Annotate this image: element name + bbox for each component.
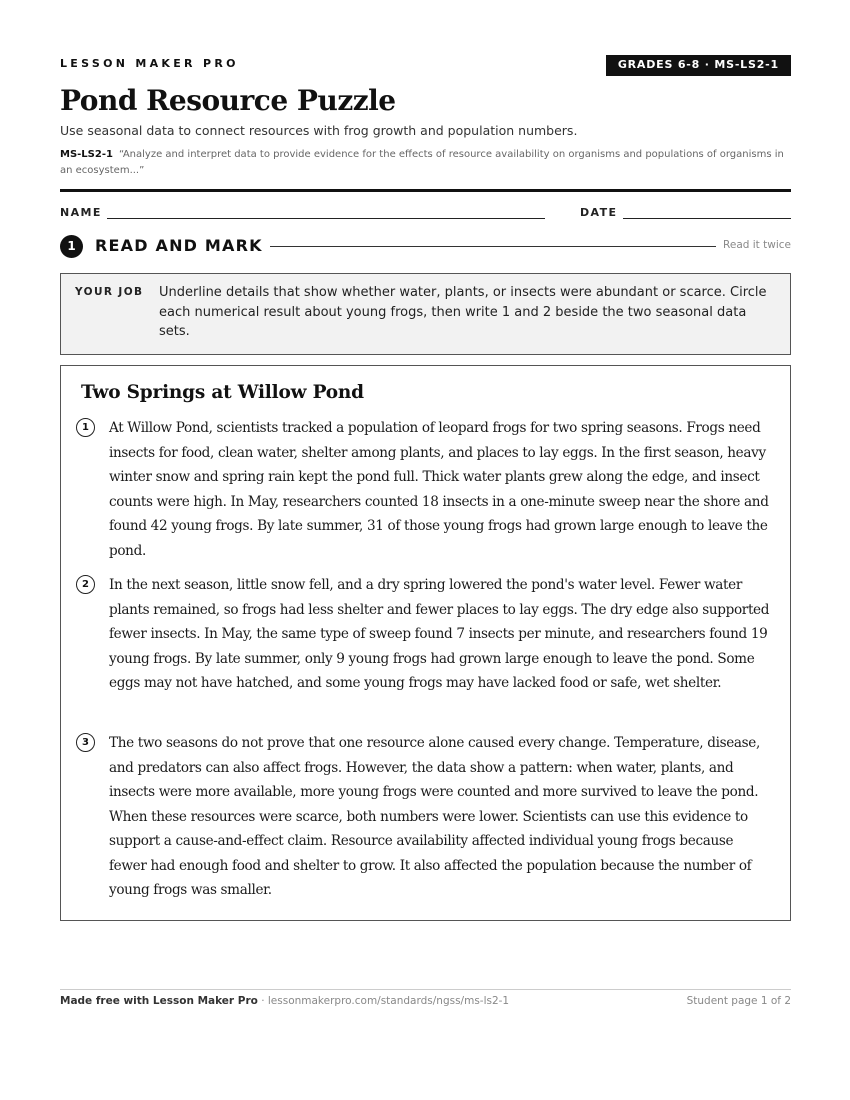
passage-box	[60, 365, 791, 921]
standard-line	[60, 147, 791, 178]
passage-title: Two Springs at Willow Pond	[81, 382, 364, 403]
section-title: READ AND MARK	[95, 236, 263, 255]
footer-url: · lessonmakerpro.com/standards/ngss/ms-ls2-1	[257, 995, 510, 1007]
paragraph-text: At Willow Pond, scientists tracked a population of leopard frogs for two spring seasons. Frogs need insects for food, clean water, shelter among plants, and places to lay eggs. In the first season, heavy winter snow and spring rain kept the pond full. Thick water plants grew along the edge, and insect counts were high. In May, researchers counted 18 insects in a one-minute sweep near the shore and found 42 young frogs. By late summer, 31 of those young frogs had grown large enough to leave the pond.	[109, 420, 769, 559]
job-box	[60, 273, 791, 355]
paragraph-number: 3	[76, 733, 95, 752]
page-subtitle: Use seasonal data to connect resources with frog growth and population numbers.	[60, 123, 578, 138]
page-title: Pond Resource Puzzle	[60, 84, 396, 117]
brand-name: LESSON MAKER PRO	[60, 57, 239, 70]
job-label: YOUR JOB	[75, 286, 144, 298]
section-number: 1	[60, 235, 83, 258]
grade-badge: GRADES 6-8 · MS-LS2-1	[606, 55, 791, 76]
standard-code: MS-LS2-1	[60, 149, 113, 160]
paragraph-number: 1	[76, 418, 95, 437]
name-field[interactable]	[107, 218, 545, 219]
section-hint: Read it twice	[723, 239, 791, 251]
date-field[interactable]	[623, 218, 791, 219]
section-divider	[270, 246, 716, 247]
footer-credit	[60, 995, 509, 1007]
paragraph-number: 2	[76, 575, 95, 594]
standard-quote: “Analyze and interpret data to provide evidence for the effects of resource availability on organisms and populations of organisms in an ecosystem...”	[60, 149, 784, 176]
paragraph-text: In the next season, little snow fell, and a dry spring lowered the pond's water level. Fewer water plants remained, so frogs had less shelter and fewer places to lay eggs. The dry edge also supported fewer insects. In May, the same type of sweep found 7 insects per minute, and researchers found 19 young frogs. By late summer, only 9 young frogs had grown large enough to leave the pond. Some eggs may not have hatched, and some young frogs may have lacked food or safe, wet shelter.	[109, 577, 770, 691]
footer-made-with: Made free with Lesson Maker Pro	[60, 995, 258, 1007]
footer-divider	[60, 989, 791, 990]
job-instructions: Underline details that show whether water, plants, or insects were abundant or scarce. Circle each numerical result about young frogs, then write 1 and 2 beside the two seasonal data sets.	[159, 285, 767, 339]
header-divider	[60, 189, 791, 192]
footer-page-number: Student page 1 of 2	[686, 995, 791, 1007]
date-label: DATE	[580, 206, 618, 219]
paragraph-text: The two seasons do not prove that one resource alone caused every change. Temperature, disease, and predators can also affect frogs. However, the data show a pattern: when water, plants, and insects were more available, more young frogs were counted and more survived to leave the pond. When these resources were scarce, both numbers were lower. Scientists can use this evidence to support a cause-and-effect claim. Resource availability affected individual young frogs because fewer had enough food and shelter to grow. It also affected the population because the number of young frogs was smaller.	[109, 735, 760, 898]
name-label: NAME	[60, 206, 102, 219]
